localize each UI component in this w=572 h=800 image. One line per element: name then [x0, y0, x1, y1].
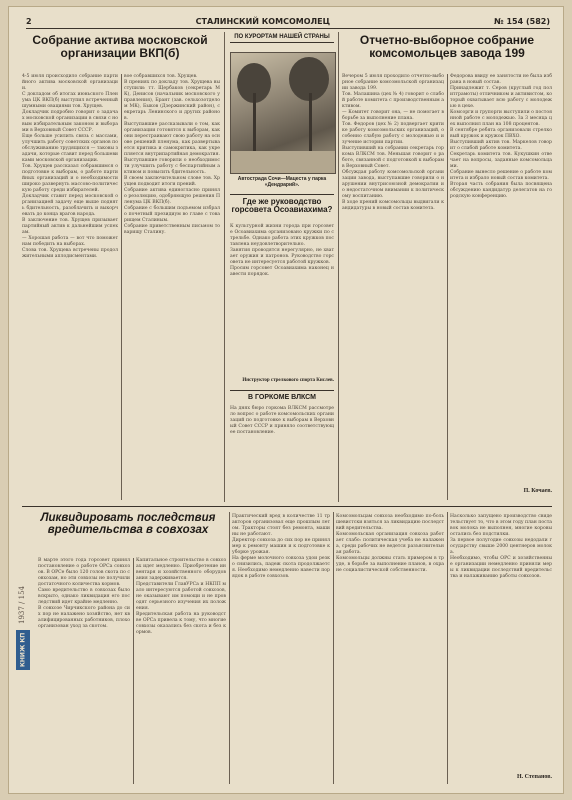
- section-rule: [22, 506, 552, 507]
- resort-photo: [230, 52, 336, 174]
- article2-col2: Федорова ввиду ее занятости не была избрана в новый состав. Принадлежит т. Серов (круглый год политграмоты) отличником и активистом, который охватывает всю работу с молодежью в цехе. Комсорги и групорги выступили о постоянной работе с молодежью. За 3 месяца цех выполнил план на 108 процентов. В сентябре ребята организовали стрелковый кружок и кружок ПВХО. Выступивший актив тов. Маркелов говорит о слабой работе комитета. Секретарь комитета тов. Кукушкин отвечает на вопросы, заданные комсомольцами. Собрание вынесло решение о работе комитета и избрало новый состав комитета. Вторая часть собрания была посвящена обсуждению кандидатур делегатов на городскую конференцию.: [450, 74, 553, 199]
- article3-col2: Капитальное строительство в совхозах идет медленно. Приобретение инвентаря и хозяйственного оборудования задерживается. Представители ГлавУРСа и НКПП мало интересуются работой совхозов, не оказывают им помощи и не проводят серьезного изучения их положения. Вредительская работа на руководстве ОРСа привела к тому, что многие совхозы оказались без скота и без кормов.: [136, 558, 226, 635]
- article3-col4: Комсомольцам совхоза необходимо по-большевистски взяться за ликвидацию последствий вредительства. Комсомольская организация совхоза работает слабо: политическая учеба не налажена, среди рабочих не ведется разъяснительная работа. Комсомольцы должны стать примером в труде, в борьбе за выполнение планов, в охране социалистической собственности.: [336, 514, 444, 573]
- article1-header: [22, 34, 218, 70]
- article2-signature: П. Кочаев.: [523, 488, 552, 494]
- article1-col1: 4-5 июля происходило собрание партийного актива московской организации. С докладом об итогах июньского Пленума ЦК ВКП(б) выступил встреченный шумными овациями тов. Хрущев. Докладчик подробно говорит о задачах московской организации в связи с новым избирательным законом и выборами в Верховный Совет СССР. Еще больше усилить связь с массами, улучшить работу советских органов по обслуживанию трудящихся — таковы задачи, которые ставит перед большевиками московской организации. Тов. Хрущев рассказал собравшимся о подготовке к выборам, о работе партийных организаций и о необходимости широко развернуть массово-политическую работу среди избирателей. Докладчик ставит перед московской организацией задачу еще выше поднять бдительность, разоблачить и выкорчевать до конца врагов народа. В заключение тов. Хрущев призывает партийный актив к дальнейшим успехам. — Хорошая работа — вот что поможет нам победить на выборах. Слова тов. Хрущева встречены продолжительными аплодисментами.: [22, 74, 118, 259]
- column-rule: [338, 32, 339, 502]
- library-stamp: КНИЖ КП: [16, 630, 30, 670]
- newspaper-page: [8, 6, 564, 794]
- article2-col1: Вечером 5 июля проходило отчетно-выборное собрание комсомольской организации завода 199. Тов. Малашина (цех № 4) говорит о слабой работе комитета с производственным активом. — Комитет говорит она, — не помогает в борьбе за выполнение плана. Тов. Федоров (цех № 2) подвергает критике работу комсомольских организаций, особенно слабую работу с молодежью и изучение истории партии. Выступивший на собрании секретарь горкома ВЛКСМ тов. Меньшая говорит о работе, связанной с подготовкой к выборам в Верховный Совет. Обсуждая работу комсомольской организации завода, выступавшие говорили о нарушении внутрисоюзной демократии и о недостаточном внимании к политическому воспитанию. В ходе прений комсомольцы выдвигали кандидатуры в новый состав комитета.: [342, 74, 444, 211]
- article3-col3: Практический вред в количестве 11 тракторов организовал еще прошлым летом. Тракторы стоят без ремонта, машины не работают. Директор совхоза до сих пор не принял мер к ремонту машин и к подготовке к уборке урожая. На ферме молочного совхоза удои резко снизились, падеж скота продолжается. Необходимо немедленно навести порядок в работе совхозов.: [232, 514, 330, 579]
- article1-col2: вое собравшихся тов. Хрущев. В прениях по докладу тов. Хрущева выступили: тт. Щербаков (секретарь МК), Денисов (начальник московского управления), Брант (зав. сельхозотделом МК), Быков (Дзержинский район), секретарь Ленинского и других районов. Выступавшие рассказывали о том, как организации готовятся к выборам, как они перестраивают свою работу на основе решений пленума, как развертывается критика и самокритика, как укрепляется внутрипартийная демократия. Выступавшие говорили о необходимости улучшить работу с беспартийным активом и повысить бдительность. В своем заключительном слове тов. Хрущев подводит итоги прений. Собрание актива единогласно приняло резолюцию, одобряющую решения Пленума ЦК ВКП(б). Собрание с большим подъемом избрало почетный президиум во главе с товарищем Сталиным. Собрание приветственным письмом товарищу Сталину.: [124, 74, 220, 235]
- resort-title: ПО КУРОРТАМ НАШЕЙ СТРАНЫ: [230, 34, 334, 43]
- column-rule: [447, 74, 448, 500]
- column-rule: [224, 32, 225, 502]
- article2-header: [342, 34, 552, 70]
- resort-photo-caption: Автострада Сочи—Мацеста у парка «Дендрарий».: [237, 176, 327, 188]
- issue-number: № 154 (582): [494, 16, 550, 26]
- resort-signature: Инструктор стрелкового спорта Кислев.: [242, 378, 334, 383]
- handwritten-note: 1937 / 154: [18, 586, 26, 624]
- page-number: 2: [26, 16, 32, 26]
- resort-text: К культурной жизни города при горсовете Осоавиахима организовано кружки по стрельбе. Однако работа этих кружков поставлена неудовлетворительно. Занятия проводятся нерегулярно, не хватает оружия и патронов. Руководство горсовета не интересуется работой кружков. Просим горсовет Осоавиахима наконец навести порядок.: [230, 224, 334, 277]
- resort-subhead: Где же руководство горсовета Осоавиахима?: [231, 197, 333, 215]
- article1-title: Собрание актива московской организации ВКП(б): [32, 33, 208, 60]
- article2-title: Отчетно-выборное собрание комсомольцев завода 199: [359, 33, 535, 60]
- article3-signature: Н. Степанов.: [516, 774, 552, 780]
- resort-column: [230, 34, 334, 504]
- masthead: [26, 14, 550, 29]
- gorkom-subhead: В ГОРКОМЕ ВЛКСМ: [248, 394, 316, 401]
- article3-col5: Насколько запущено производство свидетельствует то, что в этом году план поставок молока не выполнен, многие коровы остались без подстилки. За первое полугодие совхозы недодали государству свыше 2000 центнеров молока. Необходимо, чтобы ОРС и хозяйственные организации немедленно приняли меры к ликвидации последствий вредительства и налаживанию работы совхозов.: [450, 514, 552, 579]
- article3-header: [38, 512, 218, 556]
- column-rule: [121, 74, 122, 500]
- paper-name: СТАЛИНСКИЙ КОМСОМОЛЕЦ: [195, 16, 331, 26]
- gorkom-text: На днях бюро горкома ВЛКСМ рассмотрело вопрос о работе комсомольских организаций по подготовке к выборам в Верховный Совет СССР и приняло соответствующее постановление.: [230, 406, 334, 435]
- article3-title: Ликвидировать последствия вредительства в совхозах: [40, 512, 216, 537]
- article3-col1: В марте этого года горсовет принял постановление о работе ОРСа совхозов. В ОРСе было 120 голов скота по совхозам, но эти совхозы не получили достаточного количества кормов. Само вредительство в совхозах было вскрыто, однако ликвидация его последствий идет крайне медленно. В совхозе Чирчикского района до сих пор не налажено хозяйство, нет квалифицированных работников, плохо организован уход за скотом.: [38, 558, 130, 629]
